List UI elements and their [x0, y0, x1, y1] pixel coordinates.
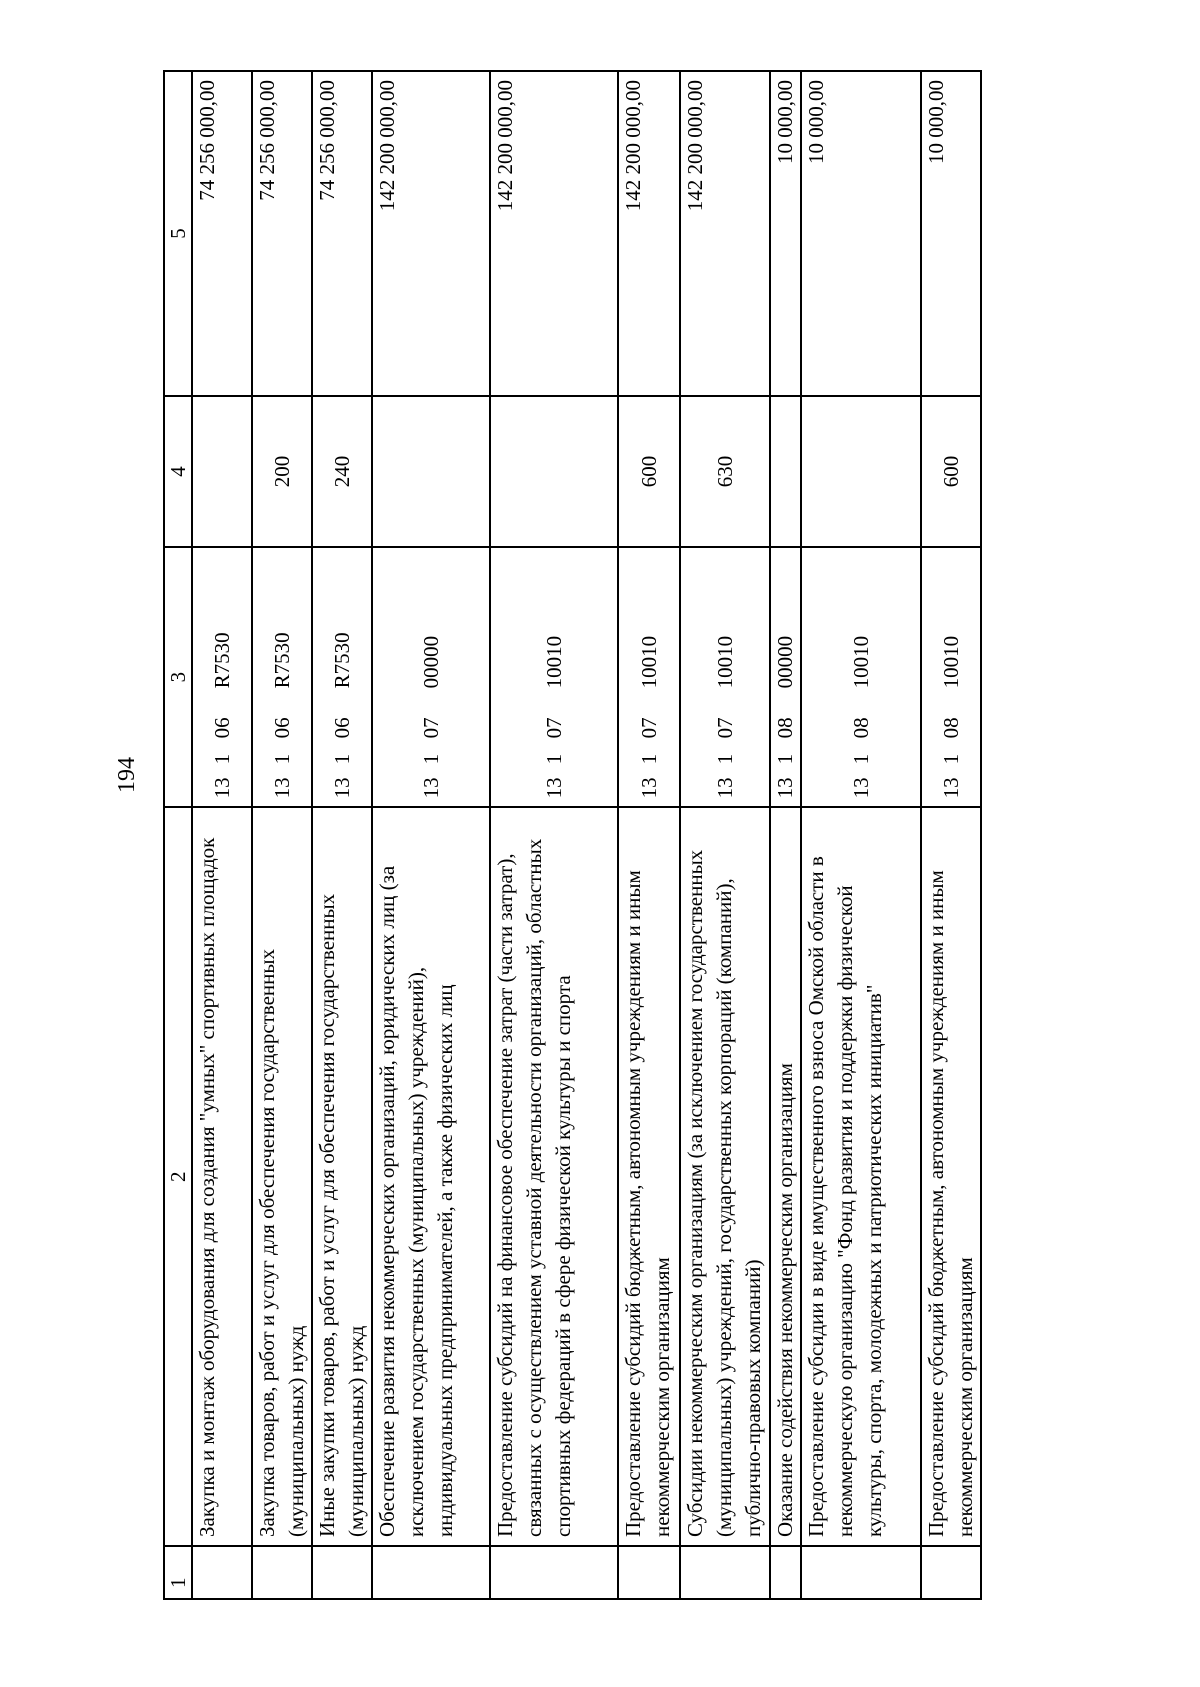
target-article-code — [771, 556, 800, 798]
row-type-cell: 600 — [618, 396, 680, 547]
table-row — [252, 71, 312, 1599]
row-code-cell — [490, 547, 618, 807]
code-part: 13 — [269, 777, 294, 799]
row-amount-cell: 142 200 000,00 — [490, 71, 618, 396]
row-type-cell: 200 — [252, 396, 312, 547]
header-col-5: 5 — [164, 71, 192, 396]
code-part: 10010 — [712, 635, 737, 689]
row-index-cell — [680, 1546, 770, 1599]
code-part: R7530 — [329, 632, 354, 689]
code-part: 08 — [938, 717, 963, 739]
row-name-cell: Предоставление субсидии в виде имущественного взноса Омской области в некоммерческую организацию "Фонд развития и поддержки физической культуры, спорта, молодежных и патриотических инициатив" — [801, 807, 921, 1546]
code-part: 1 — [541, 753, 566, 765]
row-code-cell — [618, 547, 680, 807]
code-part: 1 — [712, 753, 737, 765]
row-code-cell — [252, 547, 312, 807]
code-part: 10010 — [636, 635, 661, 689]
code-part: 06 — [209, 717, 234, 739]
code-part: 13 — [541, 777, 566, 799]
row-name-cell: Оказание содействия некоммерческим организациям — [770, 807, 801, 1546]
row-code-cell — [770, 547, 801, 807]
header-col-1: 1 — [164, 1546, 192, 1599]
row-index-cell — [372, 1546, 490, 1599]
row-amount-cell: 74 256 000,00 — [312, 71, 372, 396]
code-part: 07 — [541, 717, 566, 739]
code-part: 07 — [418, 717, 443, 739]
page-number: 194 — [114, 757, 140, 793]
target-article-code — [328, 556, 357, 798]
row-code-cell — [192, 547, 252, 807]
row-index-cell — [312, 1546, 372, 1599]
target-article-code — [635, 556, 664, 798]
row-index-cell — [618, 1546, 680, 1599]
row-code-cell — [680, 547, 770, 807]
code-part: 1 — [938, 753, 963, 765]
code-part: 07 — [712, 717, 737, 739]
row-type-cell: 240 — [312, 396, 372, 547]
code-part: 1 — [269, 753, 294, 765]
row-index-cell — [490, 1546, 618, 1599]
row-index-cell — [801, 1546, 921, 1599]
table-row — [770, 71, 801, 1599]
row-amount-cell: 142 200 000,00 — [680, 71, 770, 396]
code-part: 00000 — [418, 635, 443, 689]
target-article-code — [417, 556, 446, 798]
rotated-page — [115, 70, 1200, 1600]
row-code-cell — [372, 547, 490, 807]
row-type-cell — [801, 396, 921, 547]
code-part: 13 — [418, 777, 443, 799]
target-article-code — [847, 556, 876, 798]
row-amount-cell: 10 000,00 — [770, 71, 801, 396]
code-part: 13 — [773, 777, 797, 799]
row-name-cell: Предоставление субсидий на финансовое обеспечение затрат (части затрат), связанных с осуществлением уставной деятельности организаций, областных спортивных федераций в сфере физической культуры и спорта — [490, 807, 618, 1546]
code-part: 00000 — [773, 635, 797, 689]
row-amount-cell: 74 256 000,00 — [252, 71, 312, 396]
row-amount-cell: 142 200 000,00 — [372, 71, 490, 396]
row-type-cell: 630 — [680, 396, 770, 547]
table-row — [372, 71, 490, 1599]
row-name-cell: Субсидии некоммерческим организациям (за исключением государственных (муниципальных) учреждений, государственных корпораций (компаний), публично-правовых компаний) — [680, 807, 770, 1546]
code-part: R7530 — [269, 632, 294, 689]
code-part: 13 — [329, 777, 354, 799]
row-index-cell — [192, 1546, 252, 1599]
table-row — [312, 71, 372, 1599]
table-row — [680, 71, 770, 1599]
row-name-cell: Предоставление субсидий бюджетным, автономным учреждениям и иным некоммерческим организациям — [921, 807, 981, 1546]
row-name-cell: Иные закупки товаров, работ и услуг для обеспечения государственных (муниципальных) нужд — [312, 807, 372, 1546]
row-type-cell — [192, 396, 252, 547]
code-part: 1 — [418, 753, 443, 765]
code-part: R7530 — [209, 632, 234, 689]
row-type-cell — [770, 396, 801, 547]
code-part: 06 — [329, 717, 354, 739]
code-part: 1 — [209, 753, 234, 765]
table-row — [192, 71, 252, 1599]
code-part: 13 — [938, 777, 963, 799]
code-part: 08 — [848, 717, 873, 739]
code-part: 13 — [712, 777, 737, 799]
row-code-cell — [921, 547, 981, 807]
row-name-cell: Обеспечение развития некоммерческих организаций, юридических лиц (за исключением государственных (муниципальных) учреждений), индивидуальных предпринимателей, а также физических лиц — [372, 807, 490, 1546]
table-row — [921, 71, 981, 1599]
target-article-code — [711, 556, 740, 798]
row-type-cell — [490, 396, 618, 547]
row-name-cell: Предоставление субсидий бюджетным, автономным учреждениям и иным некоммерческим организациям — [618, 807, 680, 1546]
row-code-cell — [801, 547, 921, 807]
table-header-row — [164, 71, 192, 1599]
target-article-code — [208, 556, 237, 798]
row-index-cell — [770, 1546, 801, 1599]
table-row — [490, 71, 618, 1599]
row-type-cell — [372, 396, 490, 547]
code-part: 08 — [773, 717, 797, 739]
code-part: 1 — [848, 753, 873, 765]
budget-table — [163, 70, 982, 1600]
row-type-cell: 600 — [921, 396, 981, 547]
header-col-4: 4 — [164, 396, 192, 547]
row-amount-cell: 10 000,00 — [801, 71, 921, 396]
header-col-2: 2 — [164, 807, 192, 1546]
header-col-3: 3 — [164, 547, 192, 807]
code-part: 1 — [636, 753, 661, 765]
code-part: 1 — [773, 753, 797, 765]
code-part: 10010 — [938, 635, 963, 689]
target-article-code — [937, 556, 966, 798]
target-article-code — [268, 556, 297, 798]
target-article-code — [540, 556, 569, 798]
row-code-cell — [312, 547, 372, 807]
row-amount-cell: 10 000,00 — [921, 71, 981, 396]
code-part: 06 — [269, 717, 294, 739]
code-part: 13 — [848, 777, 873, 799]
code-part: 13 — [636, 777, 661, 799]
row-amount-cell: 74 256 000,00 — [192, 71, 252, 396]
code-part: 13 — [209, 777, 234, 799]
table-row — [618, 71, 680, 1599]
table-row — [801, 71, 921, 1599]
row-index-cell — [921, 1546, 981, 1599]
code-part: 10010 — [541, 635, 566, 689]
code-part: 10010 — [848, 635, 873, 689]
row-name-cell: Закупка товаров, работ и услуг для обеспечения государственных (муниципальных) нужд — [252, 807, 312, 1546]
code-part: 07 — [636, 717, 661, 739]
row-index-cell — [252, 1546, 312, 1599]
row-amount-cell: 142 200 000,00 — [618, 71, 680, 396]
row-name-cell: Закупка и монтаж оборудования для создания "умных" спортивных площадок — [192, 807, 252, 1546]
code-part: 1 — [329, 753, 354, 765]
